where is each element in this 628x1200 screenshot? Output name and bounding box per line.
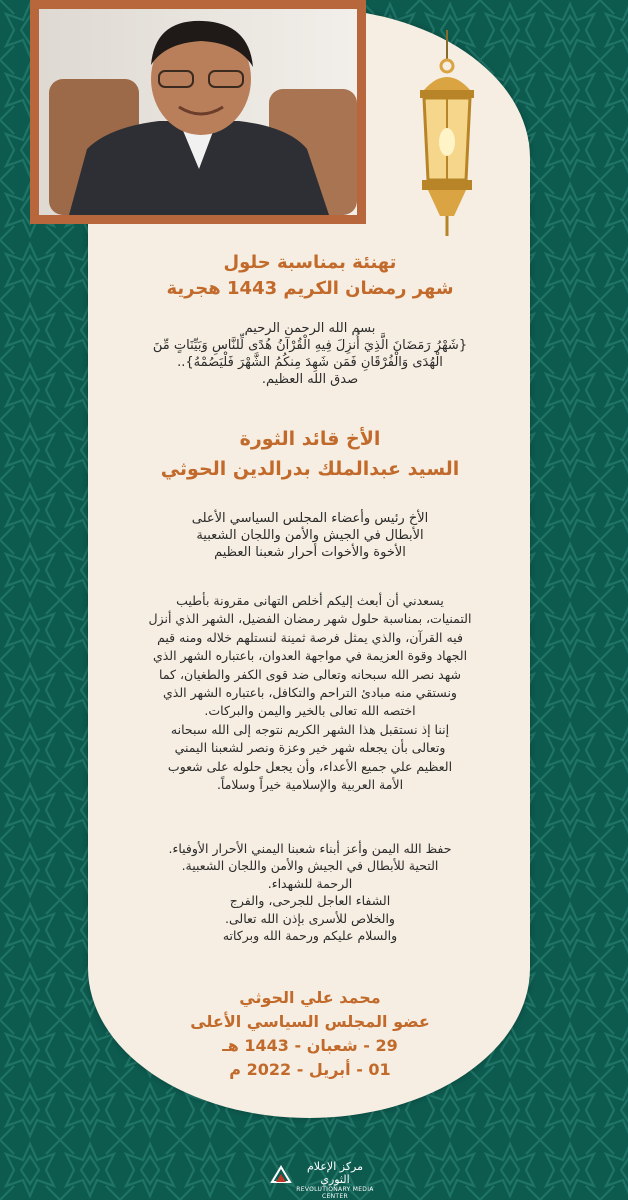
- media-center-logo: [270, 1158, 378, 1198]
- closing-wishes: [100, 840, 520, 944]
- verse-line-1: {شَهْرُ رَمَضَانَ الَّذِيَ أُنزِلَ فِيهِ الْقُرْآنُ هُدًى لِّلنَّاسِ وَبَيِّنَاتٍ مِّنَ: [152, 338, 468, 353]
- quran-verse: [100, 320, 520, 388]
- addressee-heading: [100, 424, 520, 484]
- greeting-line: الأخوة والأخوات أحرار شعبنا العظيم: [214, 545, 406, 560]
- logo-arabic: مركز الإعلام الثوري: [306, 1160, 364, 1186]
- body-line: يسعدني أن أبعث إليكم أخلص التهانى مقرونة بأطيب: [176, 593, 444, 608]
- body-line: العظيم علي جميع الأعداء، وأن يجعل حلوله على شعوب: [167, 758, 453, 774]
- closing-line: الرحمة للشهداء.: [267, 875, 353, 891]
- body-line: الأمة العربية والإسلامية خيراً وسلاماً.: [216, 777, 404, 793]
- signature-name: محمد علي الحوثي: [239, 988, 381, 1007]
- closing-line: التحية للأبطال في الجيش والأمن واللجان الشعبية.: [181, 858, 439, 874]
- title-line-2: شهر رمضان الكريم 1443 هجرية: [166, 278, 454, 299]
- portrait-frame: [30, 0, 366, 224]
- greetings-block: [100, 510, 520, 561]
- body-line: اختصه الله تعالى بالخير واليمن والبركات.: [204, 703, 416, 719]
- body-line: ونستقي منه مبادئ التراحم والتكافل، باعتباره الشهر الذي: [163, 685, 457, 701]
- body-line: الجهاد وقوة العزيمة في مواجهة العدوان، باعتباره الشهر الذي: [152, 648, 468, 664]
- signature-role: عضو المجلس السياسي الأعلى: [190, 1012, 430, 1031]
- addressee-line-2: السيد عبدالملك بدرالدين الحوثي: [160, 458, 460, 480]
- body-line: فيه القرآن، والذي يمثل فرصة ثمينة لنستلهم خلاله ومنه قيم: [157, 629, 463, 645]
- addressee-line-1: الأخ قائد الثورة: [239, 428, 381, 450]
- closing-line: والخلاص للأسرى بإذن الله تعالى.: [225, 910, 395, 926]
- greeting-line: الأبطال في الجيش والأمن واللجان الشعبية: [196, 528, 424, 543]
- body-line: التمنيات، بمناسبة حلول شهر رمضان الفضيل، الشهر الذي أنزل: [148, 611, 472, 627]
- body-line: إننا إذ نستقبل هذا الشهر الكريم نتوجه إلى الله سبحانه: [170, 721, 450, 737]
- lantern-icon: [404, 30, 490, 244]
- message-body: [100, 592, 520, 794]
- logo-english-1: REVOLUTIONARY MEDIA: [296, 1186, 374, 1193]
- logo-mark-icon: [270, 1164, 292, 1186]
- signature-block: [100, 986, 520, 1082]
- greeting-title: [110, 250, 510, 302]
- closing-line: الشفاء العاجل للجرحى، والفرج: [229, 893, 391, 909]
- closing-line: والسلام عليكم ورحمة الله وبركاته: [222, 928, 398, 944]
- verse-closing: صدق الله العظيم.: [261, 372, 359, 387]
- verse-line-2: الْهُدَى وَالْفُرْقَانِ فَمَن شَهِدَ مِنكُمُ الشَّهْرَ فَلْيَصُمْهُ}..: [177, 355, 443, 370]
- date-hijri: 29 - شعبان - 1443 هـ: [222, 1036, 398, 1055]
- closing-line: حفظ الله اليمن وأعز أبناء شعبنا اليمني الأحرار الأوفياء.: [168, 841, 452, 856]
- body-line: وتعالى بأن يجعله شهر خير وعزة ونصر لشعبنا اليمني: [174, 740, 446, 756]
- logo-english-2: CENTER: [322, 1193, 348, 1200]
- date-gregorian: 01 - أبريل - 2022 م: [229, 1060, 391, 1079]
- portrait-photo: [39, 9, 357, 215]
- title-line-1: تهنئة بمناسبة حلول: [223, 252, 397, 273]
- body-line: شهد نصر الله سبحانه وتعالى ضد قوى الكفر والطغيان، كما: [159, 666, 461, 682]
- basmala: بسم الله الرحمن الرحيم: [244, 321, 376, 336]
- greeting-line: الأخ رئيس وأعضاء المجلس السياسي الأعلى: [191, 511, 429, 526]
